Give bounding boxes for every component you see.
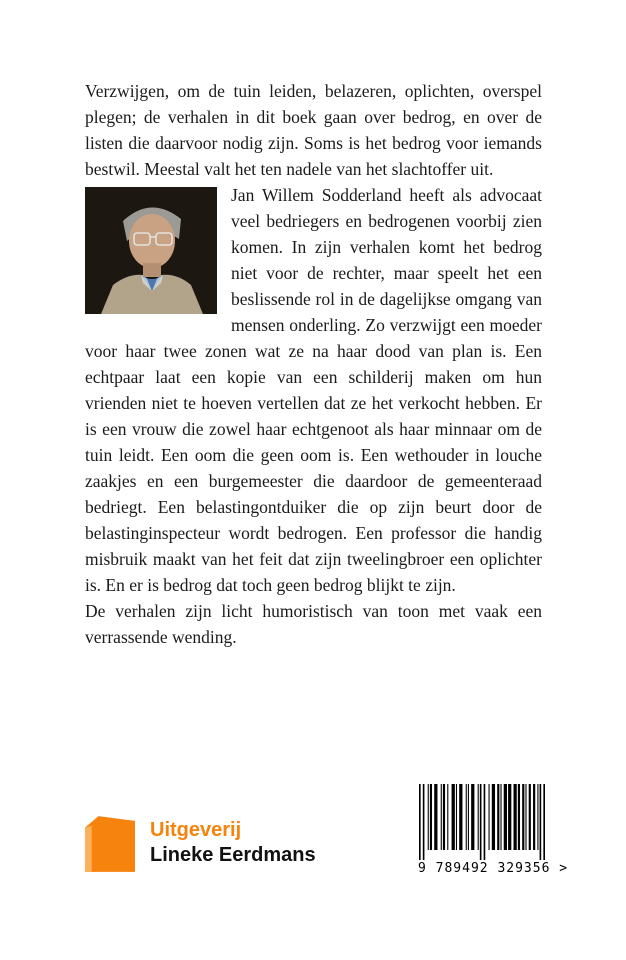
- publisher-block: [85, 815, 316, 873]
- blurb-paragraph-2: Jan Willem Sodderland heeft als advocaat veel bedriegers en bedrogenen voorbij zien komen. In zijn verhalen komt het bedrog niet voor de rechter, maar speelt het een beslissende rol in de dagelijkse omgang van mensen onderling. Zo verzwijgt een moeder voor haar twee zonen wat ze na haar dood van plan is. Een echtpaar laat een kopie van een schilderij maken om hun vrienden niet te hoeven vertellen dat ze het verkocht hebben. Er is een vrouw die zowel haar echtgenoot als haar minnaar om de tuin leidt. Een oom die geen oom is. Een wethouder in louche zaakjes en een burgemeester die daardoor de gemeenteraad bedriegt. Een belastingontduiker die op zijn beurt door de belastinginspecteur wordt bedrogen. Een professor die handig misbruik maakt van het feit dat zijn tweelingbroer een oplichter is. En er is bedrog dat toch geen bedrog blijkt te zijn.: [85, 185, 542, 595]
- author-portrait-photo: [85, 187, 217, 314]
- author-portrait-illustration: [85, 187, 217, 314]
- blurb-paragraph-2-wrap: [85, 182, 542, 598]
- publisher-name: [150, 818, 316, 868]
- isbn-number: 9 789492 329356 >: [418, 861, 569, 876]
- publisher-name-line2: Lineke Eerdmans: [150, 844, 316, 866]
- blurb-text: [85, 78, 542, 650]
- barcode: [418, 784, 569, 877]
- publisher-name-line1: Uitgeverij: [150, 819, 242, 841]
- barcode-bars: [418, 784, 546, 860]
- blurb-paragraph-1: Verzwijgen, om de tuin leiden, belazeren, oplichten, overspel plegen; de verhalen in dit boek gaan over bedrog, en over de listen die daarvoor nodig zijn. Soms is het bedrog voor iemands bestwil. Meestal valt het ten nadele van het slachtoffer uit.: [85, 81, 542, 179]
- blurb-paragraph-3: De verhalen zijn licht humoristisch van toon met vaak een verrassende wending.: [85, 601, 542, 647]
- publisher-book-icon: [85, 815, 135, 873]
